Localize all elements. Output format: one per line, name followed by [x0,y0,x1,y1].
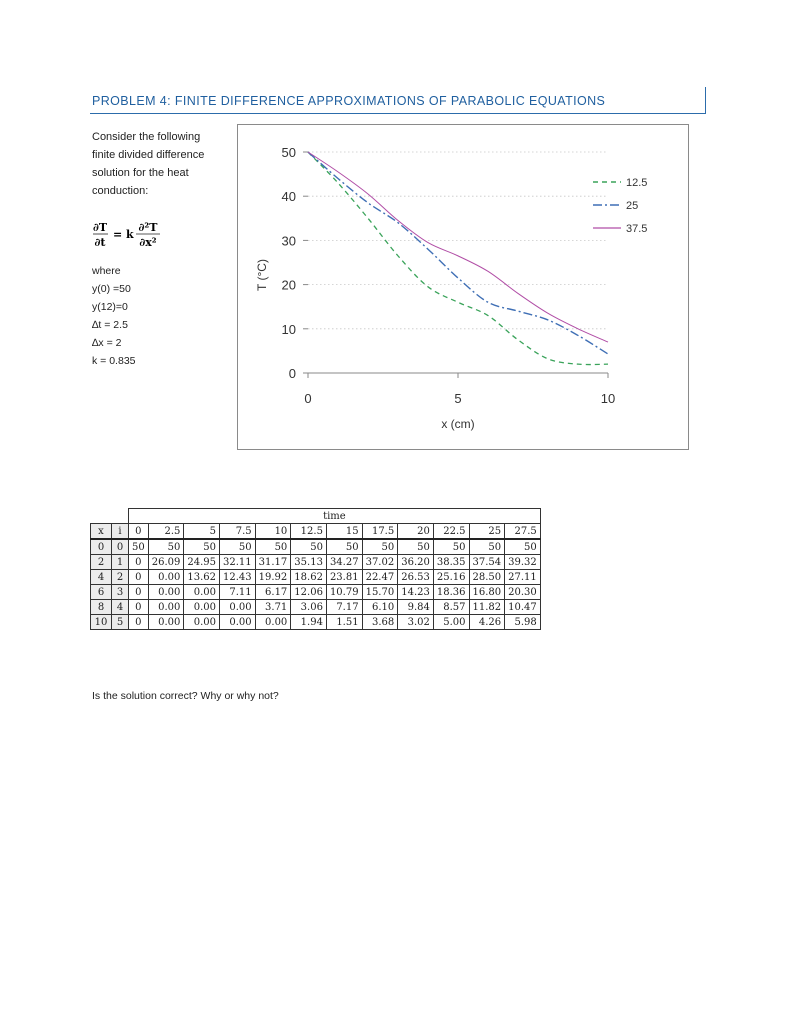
column-header: 25 [469,524,505,540]
table-cell: 4.26 [469,615,505,630]
y-tick-label: 20 [281,277,296,293]
eq-lhs-denominator: ∂t [94,236,106,249]
table-cell: 6.10 [362,600,398,615]
given-line: y(0) =50 [92,283,131,295]
title-rule-right-edge [705,87,706,114]
table-cell: 20.30 [505,585,541,600]
intro-line: solution for the heat [92,167,189,179]
y-tick-label: 50 [281,145,296,160]
table-row [91,600,541,615]
table-cell: 13.62 [184,570,220,585]
table-cell: 50 [469,539,505,555]
table-cell: 19.92 [255,570,291,585]
table-cell: 50 [220,539,256,555]
table-cell: 26.53 [398,570,434,585]
table-cell: 1.51 [326,615,362,630]
table-cell: 8 [91,600,112,615]
table-cell: 37.54 [469,555,505,570]
column-header: 27.5 [505,524,541,540]
table-cell: 38.35 [433,555,469,570]
table-row [91,555,541,570]
table-row [91,585,541,600]
column-header: 17.5 [362,524,398,540]
table-cell: 10.47 [505,600,541,615]
table-cell: 16.80 [469,585,505,600]
table-cell: 3.02 [398,615,434,630]
table-cell: 39.32 [505,555,541,570]
column-header: 0 [129,524,149,540]
solution-table [90,508,541,630]
y-tick-label: 10 [281,321,296,337]
table-cell: 7.17 [326,600,362,615]
table-cell: 3.06 [291,600,327,615]
intro-line: Consider the following [92,131,201,143]
column-header: 10 [255,524,291,540]
table-column-header-row [91,524,541,540]
table-cell: 50 [129,539,149,555]
table-cell: 5 [112,615,129,630]
given-conditions [92,262,136,370]
table-cell: 0.00 [220,600,256,615]
table-cell: 7.11 [220,585,256,600]
table-cell: 50 [148,539,184,555]
table-cell: 0.00 [148,570,184,585]
table-cell: 36.20 [398,555,434,570]
x-axis-label: x (cm) [441,417,475,431]
table-cell: 0.00 [184,585,220,600]
given-line: where [92,265,121,277]
title-underline [90,113,705,114]
table-cell: 10.79 [326,585,362,600]
column-header: 2.5 [148,524,184,540]
legend-label: 25 [626,200,639,212]
table-cell: 0 [129,570,149,585]
column-header: 5 [184,524,220,540]
table-cell: 8.57 [433,600,469,615]
y-tick-label: 30 [281,233,296,249]
table-cell: 31.17 [255,555,291,570]
x-tick-label: 5 [454,391,462,406]
legend-label: 12.5 [626,177,648,189]
table-cell: 2 [91,555,112,570]
table-cell: 12.43 [220,570,256,585]
table-cell: 34.27 [326,555,362,570]
heat-equation [92,220,182,250]
eq-lhs-numerator: ∂T [92,221,108,234]
question-text: Is the solution correct? Why or why not? [92,690,279,702]
page-title: PROBLEM 4: FINITE DIFFERENCE APPROXIMATIONS OF PARABOLIC EQUATIONS [92,94,606,108]
series-line-12-5 [308,152,608,365]
table-cell: 50 [326,539,362,555]
table-cell: 0 [129,585,149,600]
table-cell: 50 [398,539,434,555]
table-cell: 18.62 [291,570,327,585]
table-cell: 0.00 [220,615,256,630]
y-tick-label: 0 [288,366,296,381]
table-cell: 50 [505,539,541,555]
table-group-header-row [91,509,541,524]
table-cell: 26.09 [148,555,184,570]
table-cell: 12.06 [291,585,327,600]
table-row [91,570,541,585]
column-header: 20 [398,524,434,540]
column-header: 22.5 [433,524,469,540]
table-cell: 27.11 [505,570,541,585]
table-cell: 0 [129,600,149,615]
table-cell: 0.00 [184,600,220,615]
table-cell: 10 [91,615,112,630]
table-cell: 32.11 [220,555,256,570]
table-cell: 14.23 [398,585,434,600]
time-group-header: time [129,509,541,524]
column-header: i [112,524,129,540]
column-header: 15 [326,524,362,540]
given-line: k = 0.835 [92,355,136,367]
table-cell: 3 [112,585,129,600]
table-cell: 11.82 [469,600,505,615]
table-cell: 22.47 [362,570,398,585]
chart-axes [282,145,616,406]
given-line: y(12)=0 [92,301,128,313]
table-cell: 24.95 [184,555,220,570]
table-cell: 0 [129,615,149,630]
table-cell: 50 [184,539,220,555]
table-cell: 0 [91,539,112,555]
table-cell: 6.17 [255,585,291,600]
table-row [91,539,541,555]
chart-grid [308,152,608,329]
table-cell: 50 [433,539,469,555]
table-cell: 6 [91,585,112,600]
table-cell: 35.13 [291,555,327,570]
table-cell: 0 [112,539,129,555]
table-corner [91,509,129,524]
table-body [91,539,541,630]
column-header: 7.5 [220,524,256,540]
table-cell: 4 [112,600,129,615]
table-row [91,615,541,630]
table-cell: 37.02 [362,555,398,570]
eq-equals-k: = k [113,228,134,241]
table-cell: 3.68 [362,615,398,630]
table-cell: 0.00 [148,585,184,600]
table-cell: 50 [255,539,291,555]
table-cell: 15.70 [362,585,398,600]
table-cell: 50 [291,539,327,555]
table-cell: 0.00 [148,615,184,630]
table-cell: 9.84 [398,600,434,615]
table-cell: 2 [112,570,129,585]
given-line: ∆t = 2.5 [92,319,128,331]
table-cell: 1 [112,555,129,570]
table-cell: 0.00 [255,615,291,630]
table-cell: 3.71 [255,600,291,615]
intro-line: conduction: [92,185,149,197]
temperature-chart [237,124,689,450]
intro-line: finite divided difference [92,149,205,161]
x-tick-label: 10 [600,391,616,406]
table-cell: 0 [129,555,149,570]
table-cell: 25.16 [433,570,469,585]
y-tick-label: 40 [281,189,296,205]
table-cell: 0.00 [148,600,184,615]
legend-label: 37.5 [626,223,648,235]
eq-rhs-numerator: ∂²T [138,221,158,234]
eq-rhs-denominator: ∂x² [139,236,157,249]
table-cell: 50 [362,539,398,555]
table-cell: 23.81 [326,570,362,585]
given-line: ∆x = 2 [92,337,122,349]
y-axis-label: T (°C) [255,259,269,291]
series-line-37-5 [308,152,608,342]
table-cell: 5.98 [505,615,541,630]
table-cell: 18.36 [433,585,469,600]
table-cell: 28.50 [469,570,505,585]
chart-legend [593,177,647,235]
chart-canvas [238,125,690,451]
column-header: 12.5 [291,524,327,540]
table-cell: 4 [91,570,112,585]
intro-text [92,128,232,200]
column-header: x [91,524,112,540]
table-cell: 5.00 [433,615,469,630]
x-tick-label: 0 [304,391,312,406]
table-cell: 0.00 [184,615,220,630]
chart-series [308,152,608,365]
table-cell: 1.94 [291,615,327,630]
